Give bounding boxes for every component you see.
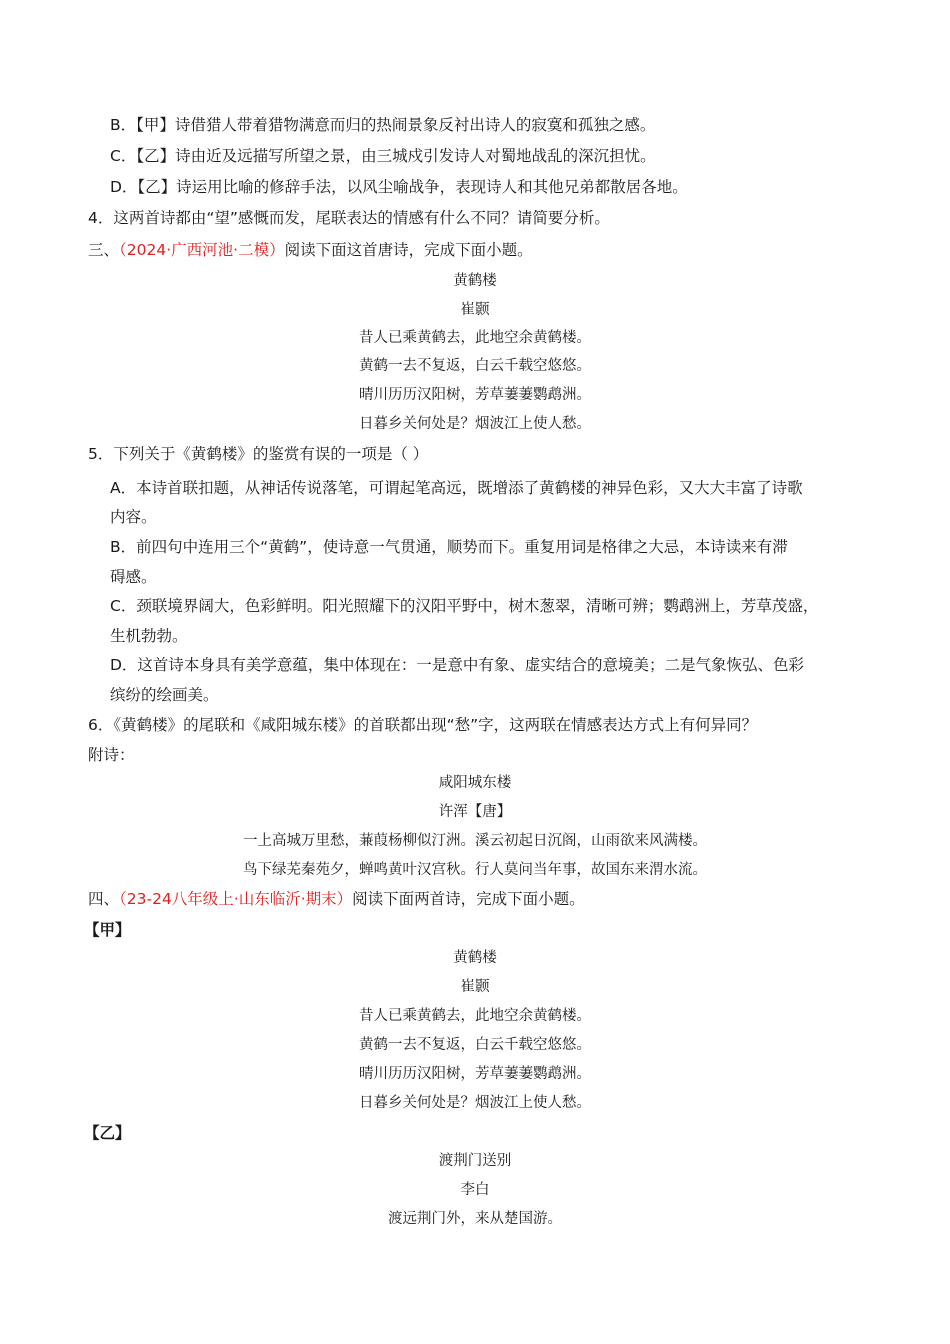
poem4-title: 渡荆门送别 [438, 1153, 512, 1169]
section3-header [88, 239, 533, 261]
poem3-line: 晴川历历汉阳树，芳草萋萋鹦鹉洲。 [359, 1066, 591, 1082]
section3-number: 三、 [88, 241, 120, 259]
poem2-line: 一上高城万里愁，蒹葭杨柳似汀洲。溪云初起日沉阁，山雨欲来风满楼。 [243, 833, 707, 849]
poem3-author: 崔颢 [460, 979, 490, 995]
q3-option-c: C．【乙】诗由近及远描写所望之景，由三城戍引发诗人对蜀地战乱的深沉担忧。 [110, 147, 656, 165]
poem1-line: 日暮乡关何处是？烟波江上使人愁。 [359, 416, 591, 432]
poem1-title: 黄鹤楼 [453, 273, 497, 289]
poem2-line: 鸟下绿芜秦苑夕，蝉鸣黄叶汉宫秋。行人莫问当年事，故国东来渭水流。 [243, 862, 707, 878]
poem4-line: 渡远荆门外，来从楚国游。 [388, 1211, 562, 1227]
label-jia: 【甲】 [84, 921, 131, 939]
section3-source: （2024·广西河池·二模） [119, 241, 285, 259]
q5-option-a-line2: 内容。 [110, 508, 157, 526]
section4-number: 四、 [88, 890, 120, 908]
poem1-author: 崔颢 [460, 302, 490, 318]
q4-text: 4．这两首诗都由“望”感慨而发，尾联表达的情感有什么不同？请简要分析。 [88, 209, 610, 227]
q5-option-d-line2: 缤纷的绘画美。 [110, 686, 219, 704]
section4-instruction: 阅读下面两首诗，完成下面小题。 [352, 890, 585, 908]
poem3-title: 黄鹤楼 [453, 950, 497, 966]
q3-option-b: B．【甲】诗借猎人带着猎物满意而归的热闹景象反衬出诗人的寂寞和孤独之感。 [110, 116, 656, 134]
section4-source: （23-24八年级上·山东临沂·期末） [119, 890, 353, 908]
q5-option-b-line2: 碍感。 [110, 568, 157, 586]
poem2-title: 咸阳城东楼 [438, 775, 512, 791]
poem3-line: 日暮乡关何处是？烟波江上使人愁。 [359, 1095, 591, 1111]
q6-stem: 6．《黄鹤楼》的尾联和《咸阳城东楼》的首联都出现“愁”字，这两联在情感表达方式上有何异同？ [88, 716, 758, 734]
q5-stem: 5．下列关于《黄鹤楼》的鉴赏有误的一项是（ ） [88, 445, 429, 463]
poem4-author: 李白 [460, 1182, 490, 1198]
poem3-line: 昔人已乘黄鹤去，此地空余黄鹤楼。 [359, 1008, 591, 1024]
q5-option-a-line1: A．本诗首联扣题，从神话传说落笔，可谓起笔高远，既增添了黄鹤楼的神异色彩，又大大丰富了诗歌 [110, 479, 803, 497]
section3-instruction: 阅读下面这首唐诗，完成下面小题。 [284, 241, 533, 259]
poem1-line: 黄鹤一去不复返，白云千载空悠悠。 [359, 358, 591, 374]
q6-attach-label: 附诗： [88, 746, 135, 764]
q5-option-b-line1: B．前四句中连用三个“黄鹤”，使诗意一气贯通，顺势而下。重复用词是格律之大忌，本诗读来有滞 [110, 538, 788, 556]
poem1-line: 晴川历历汉阳树，芳草萋萋鹦鹉洲。 [359, 387, 591, 403]
q5-option-c-line2: 生机勃勃。 [110, 627, 188, 645]
poem2-author: 许浑【唐】 [438, 804, 512, 820]
section4-header [88, 888, 585, 910]
q5-option-d-line1: D．这首诗本身具有美学意蕴，集中体现在：一是意中有象、虚实结合的意境美；二是气象恢弘、色彩 [110, 656, 804, 674]
q3-option-d: D．【乙】诗运用比喻的修辞手法，以风尘喻战争，表现诗人和其他兄弟都散居各地。 [110, 178, 688, 196]
poem1-line: 昔人已乘黄鹤去，此地空余黄鹤楼。 [359, 330, 591, 346]
label-yi: 【乙】 [84, 1124, 131, 1142]
q5-option-c-line1: C．颈联境界阔大，色彩鲜明。阳光照耀下的汉阳平野中，树木葱翠，清晰可辨；鹦鹉洲上，芳草茂盛， [110, 597, 819, 615]
poem3-line: 黄鹤一去不复返，白云千载空悠悠。 [359, 1037, 591, 1053]
